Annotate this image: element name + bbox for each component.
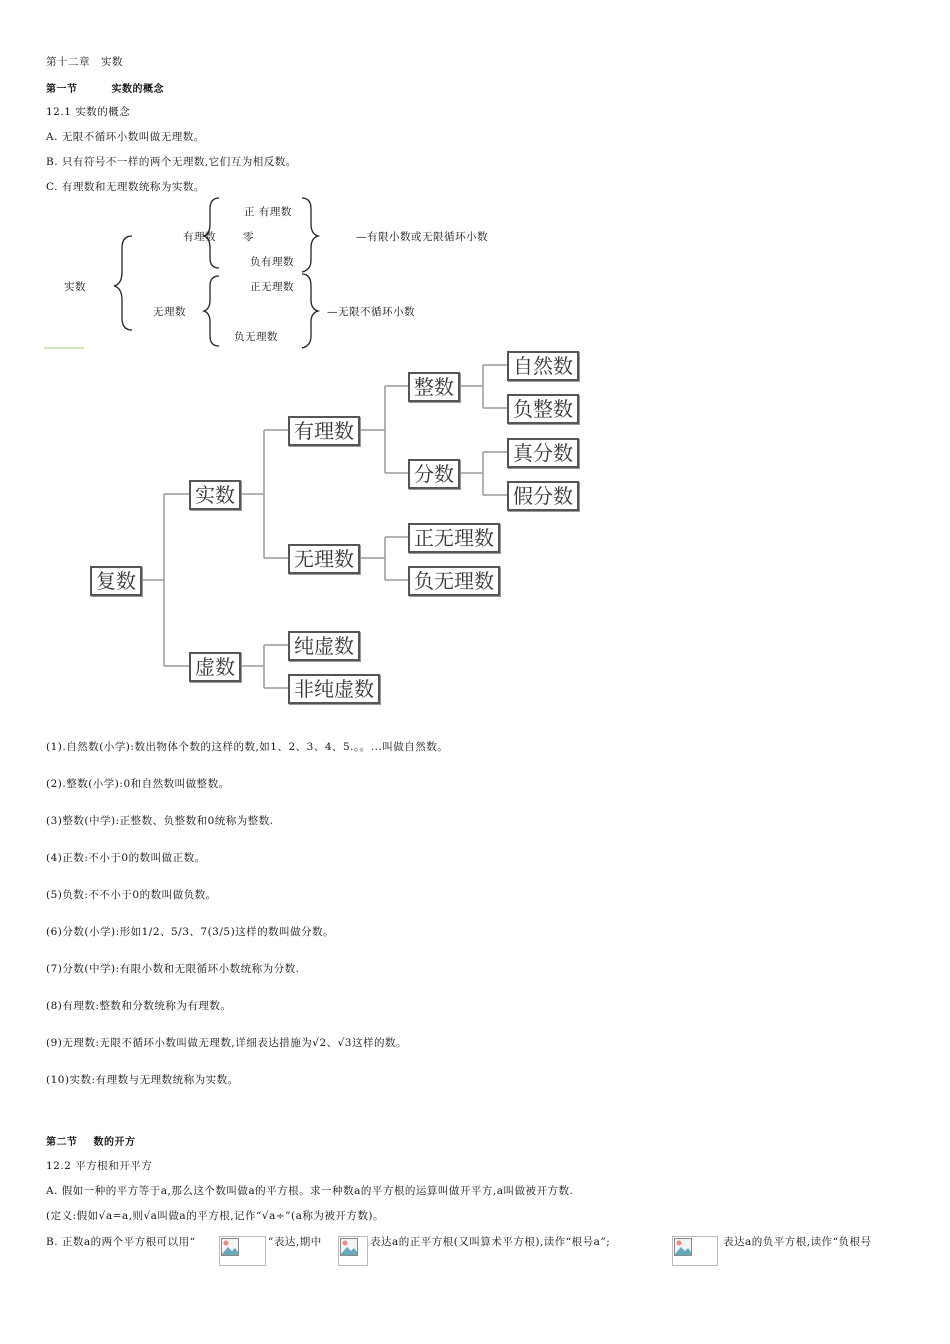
line-b-part4: 表达a的负平方根,读作“负根号 <box>723 1236 872 1248</box>
chapter-title: 第十二章 实数 <box>46 56 123 68</box>
tree-imaginary-box: 虚数 <box>189 652 241 682</box>
tree-complex-box: 复数 <box>90 566 142 596</box>
item-3: (3)整数(中学):正整数、负整数和0统称为整数. <box>46 815 274 827</box>
broken-image-icon <box>338 1236 368 1266</box>
broken-image-icon <box>219 1236 266 1266</box>
tree-natural-box: 自然数 <box>507 351 579 381</box>
brace-negative-rational: 负有理数 <box>250 256 294 268</box>
tree-integer-box: 整数 <box>408 372 460 402</box>
tree-improper-fraction-box: 假分数 <box>507 481 579 511</box>
brace-positive-irrational: 正无理数 <box>250 281 294 293</box>
definition-a: A. 无限不循环小数叫做无理数。 <box>46 131 205 143</box>
tree-irrational-box: 无理数 <box>288 544 360 574</box>
section2-num: 第二节 <box>46 1137 78 1148</box>
section2-title: 数的开方 <box>93 1137 136 1148</box>
item-9: (9)无理数:无限不循环小数叫做无理数,详细表达措施为√2、√3这样的数。 <box>46 1037 407 1049</box>
brace-negative-irrational: 负无理数 <box>234 331 278 343</box>
tree-nonpure-imaginary-box: 非纯虚数 <box>288 674 380 704</box>
line-b-part3: 表达a的正平方根(又叫算术平方根),读作“根号a”; <box>370 1236 611 1248</box>
definition-c: C. 有理数和无理数统称为实数。 <box>46 181 205 193</box>
sec2-line-def: (定义:假如√a=a,则√a叫做a的平方根,记作“√a÷”(a称为被开方数)。 <box>46 1210 384 1222</box>
item-8: (8)有理数:整数和分数统称为有理数。 <box>46 1000 232 1012</box>
broken-image-icon <box>672 1236 718 1266</box>
sec2-line-a: A. 假如一种的平方等于a,那么这个数叫做a的平方根。求一种数a的平方根的运算叫做开平方,a叫做被开方数. <box>46 1185 574 1197</box>
item-2: (2).整数(小学):0和自然数叫做整数。 <box>46 778 230 790</box>
brace-zero: 零 <box>243 231 254 243</box>
tree-pure-imaginary-box: 纯虚数 <box>288 631 360 661</box>
brace-real-label: 实数 <box>64 281 86 293</box>
brace-rational-label: 有理数 <box>183 231 216 243</box>
tree-real-box: 实数 <box>189 480 241 510</box>
item-1: (1).自然数(小学):数出物体个数的这样的数,如1、2、3、4、5.。。...叫做自然数。 <box>46 741 449 753</box>
line-b-part2: ”表达,期中 <box>268 1236 322 1248</box>
tree-positive-irrational-box: 正无理数 <box>408 523 500 553</box>
section1-title: 实数的概念 <box>111 84 164 95</box>
subsection-12-1: 12.1 实数的概念 <box>46 106 131 118</box>
item-7: (7)分数(中学):有限小数和无限循环小数统称为分数. <box>46 963 300 975</box>
brace-note-irrational: —无限不循环小数 <box>327 306 415 318</box>
item-6: (6)分数(小学):形如1/2、5/3、7(3/5)这样的数叫做分数。 <box>46 926 335 938</box>
item-4: (4)正数:不小于0的数叫做正数。 <box>46 852 206 864</box>
brace-note-rational: —有限小数或无限循环小数 <box>356 231 488 243</box>
item-10: (10)实数:有理数与无理数统称为实数。 <box>46 1074 239 1086</box>
tree-proper-fraction-box: 真分数 <box>507 438 579 468</box>
tree-negative-integer-box: 负整数 <box>507 394 579 424</box>
section1-num: 第一节 <box>46 84 78 95</box>
tree-fraction-box: 分数 <box>408 459 460 489</box>
tree-rational-box: 有理数 <box>288 416 360 446</box>
brace-irrational-label: 无理数 <box>153 306 186 318</box>
tree-negative-irrational-box: 负无理数 <box>408 566 500 596</box>
brace-positive-rational: 正 有理数 <box>244 206 292 218</box>
definition-b: B. 只有符号不一样的两个无理数,它们互为相反数。 <box>46 156 297 168</box>
line-b-part1: B. 正数a的两个平方根可以用“ <box>46 1236 196 1248</box>
item-5: (5)负数:不不小于0的数叫做负数。 <box>46 889 217 901</box>
subsection-12-2: 12.2 平方根和开平方 <box>46 1160 153 1172</box>
section2-heading <box>46 1133 135 1148</box>
